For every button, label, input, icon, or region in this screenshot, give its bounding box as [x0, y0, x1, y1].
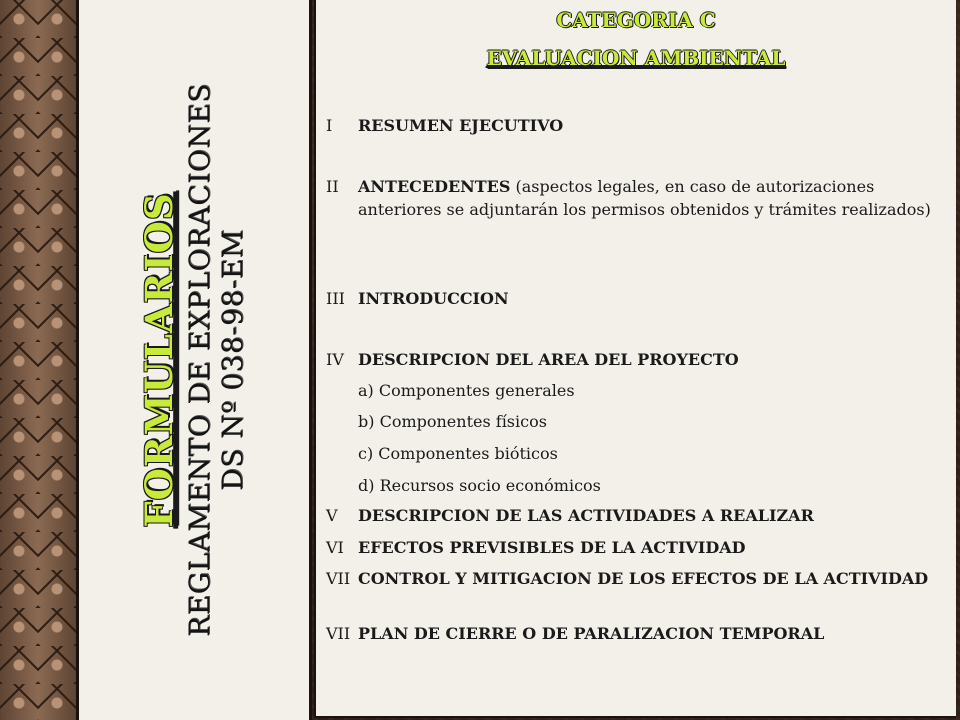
list-item [326, 504, 948, 527]
subitem: d) Recursos socio económicos [358, 476, 601, 495]
subitem: b) Componentes físicos [358, 412, 547, 431]
list-item [326, 567, 948, 590]
item-number: VII [326, 624, 351, 643]
item-number: V [326, 506, 338, 525]
item-description: (aspectos legales, en caso de autorizaciones anteriores se adjuntarán los permisos obtenidos y trámites realizados) [358, 177, 931, 219]
title-subtitle: REGLAMENTO DE EXPLORACIONES [183, 83, 217, 637]
item-number: VI [326, 538, 344, 557]
item-number: III [326, 289, 345, 308]
section-heading: EVALUACION AMBIENTAL [486, 46, 786, 70]
item-title: DESCRIPCION DEL AREA DEL PROYECTO [358, 350, 739, 369]
item-number: IV [326, 350, 344, 369]
side-title-panel [79, 0, 312, 720]
item-number: I [326, 116, 333, 135]
rotated-title [137, 20, 250, 700]
list-item [326, 622, 948, 645]
title-decree: DS Nº 038-98-EM [216, 229, 250, 491]
category-heading: CATEGORIA C [556, 8, 716, 32]
item-number: II [326, 177, 339, 196]
list-item [326, 348, 948, 371]
decorative-pattern-strip [0, 0, 79, 720]
item-title: INTRODUCCION [358, 289, 509, 308]
item-number: VII [326, 569, 351, 588]
list-item [326, 114, 948, 137]
item-title: CONTROL Y MITIGACION DE LOS EFECTOS DE LA ACTIVIDAD [358, 569, 929, 588]
item-title: ANTECEDENTES [358, 177, 511, 196]
list-item [326, 536, 948, 559]
item-title: PLAN DE CIERRE O DE PARALIZACION TEMPORAL [358, 624, 825, 643]
list-item [326, 287, 948, 310]
list-item [326, 175, 948, 221]
title-main: FORMULARIOS [137, 192, 182, 528]
item-title: RESUMEN EJECUTIVO [358, 116, 564, 135]
subitem: c) Componentes bióticos [358, 444, 558, 463]
item-title: DESCRIPCION DE LAS ACTIVIDADES A REALIZAR [358, 506, 814, 525]
subitem: a) Componentes generales [358, 381, 575, 400]
content-panel [314, 0, 956, 718]
item-title: EFECTOS PREVISIBLES DE LA ACTIVIDAD [358, 538, 746, 557]
